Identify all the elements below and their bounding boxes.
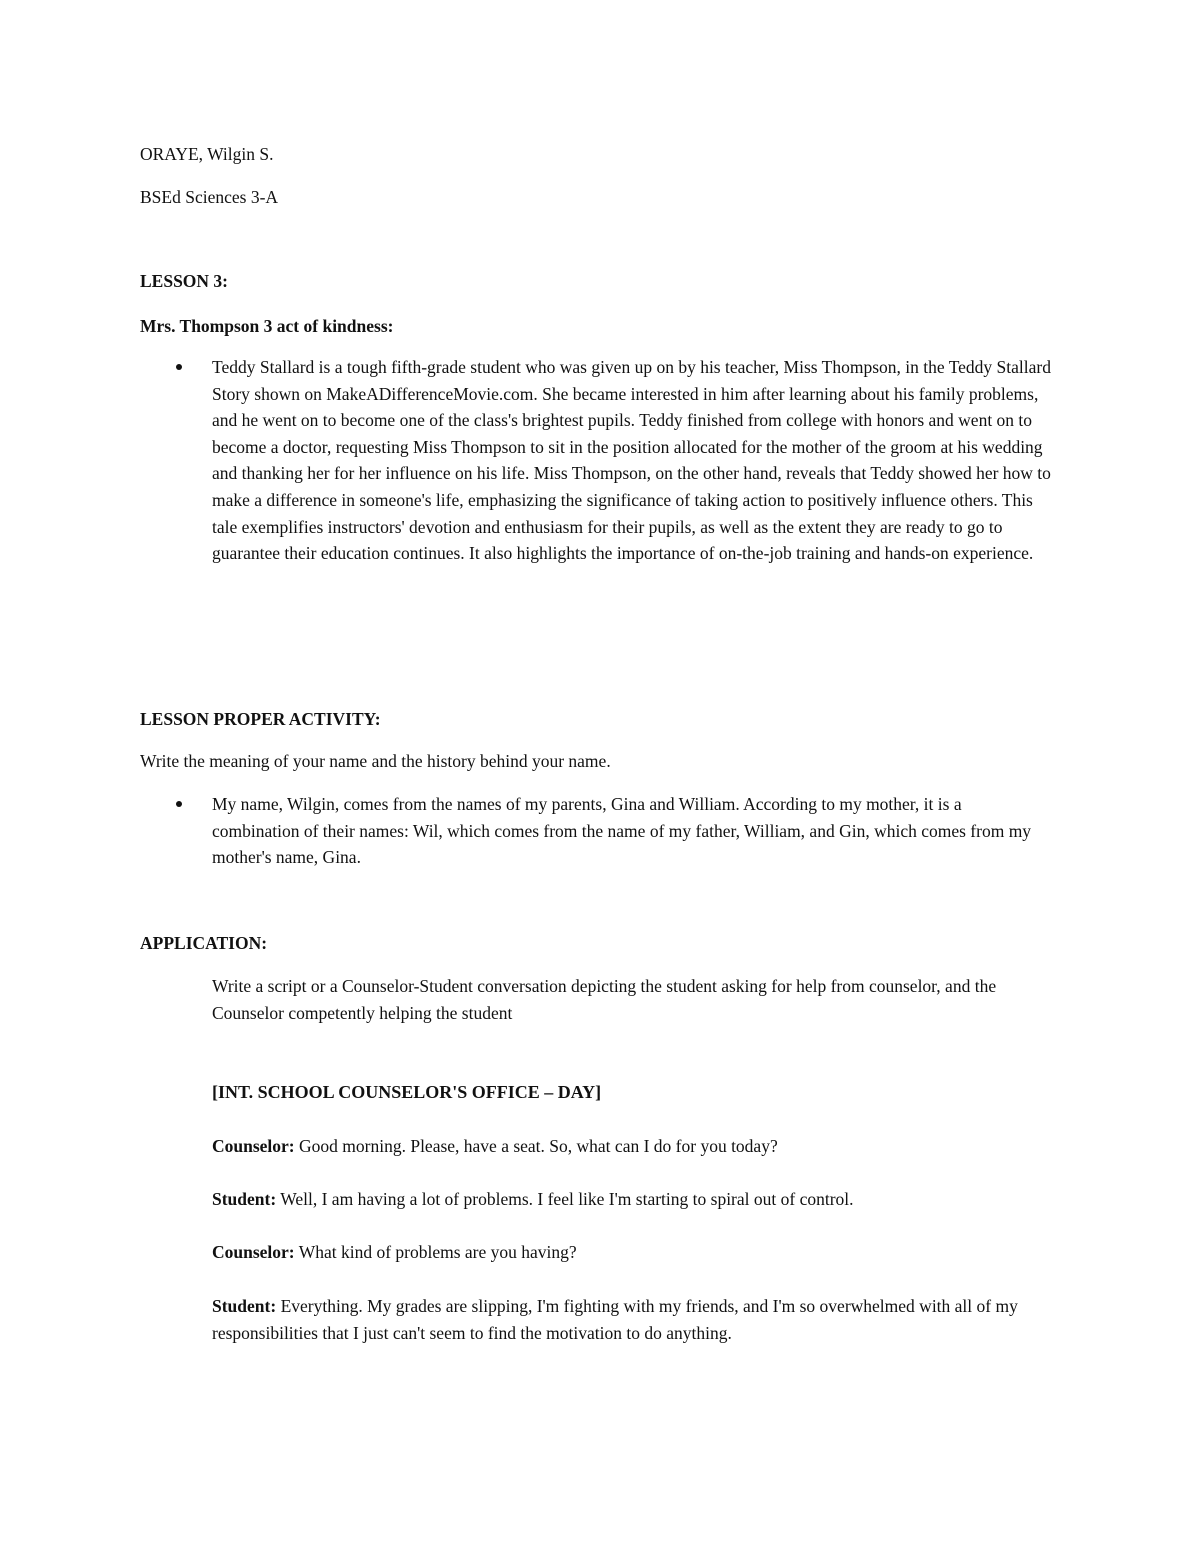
dialogue-text: Everything. My grades are slipping, I'm fighting with my friends, and I'm so overwhelmed with all of my responsibilities that I just can't seem to find the motivation to do anything. [212, 1296, 1018, 1343]
lesson-title: LESSON 3: [140, 271, 229, 291]
dialogue-line [212, 1293, 1042, 1346]
speaker-label: Counselor: [212, 1242, 295, 1262]
dialogue-line [212, 1186, 854, 1213]
lesson-subtitle: Mrs. Thompson 3 act of kindness: [140, 316, 394, 336]
lesson-proper-prompt: Write the meaning of your name and the history behind your name. [140, 751, 611, 771]
bullet-icon [176, 354, 186, 370]
speaker-label: Student: [212, 1296, 277, 1316]
application-prompt: Write a script or a Counselor-Student conversation depicting the student asking for help from counselor, and the Counselor competently helping the student [212, 976, 997, 1023]
dialogue-line [212, 1239, 577, 1266]
application-title: APPLICATION: [140, 933, 268, 953]
dialogue-text: What kind of problems are you having? [298, 1242, 577, 1262]
dialogue-text: Good morning. Please, have a seat. So, what can I do for you today? [299, 1136, 778, 1156]
bullet-icon [176, 791, 186, 807]
student-name: ORAYE, Wilgin S. [140, 144, 274, 164]
dialogue-line [212, 1133, 778, 1160]
dialogue-text: Well, I am having a lot of problems. I feel like I'm starting to spiral out of control. [280, 1189, 854, 1209]
speaker-label: Student: [212, 1189, 277, 1209]
speaker-label: Counselor: [212, 1136, 295, 1156]
lesson-proper-title: LESSON PROPER ACTIVITY: [140, 709, 381, 729]
scene-heading: [INT. SCHOOL COUNSELOR'S OFFICE – DAY] [212, 1082, 602, 1102]
lesson-bullet-text: Teddy Stallard is a tough fifth-grade student who was given up on by his teacher, Miss Thompson, in the Teddy Stallard Story shown on MakeADifferenceMovie.com. She became interested in him after learning about his family problems, and he went on to become one of the class's brightest pupils. Teddy finished from college with honors and went on to become a doctor, requesting Miss Thompson to sit in the position allocated for the mother of the groom at his wedding and thanking her for her influence on his life. Miss Thompson, on the other hand, reveals that Teddy showed her how to make a difference in someone's life, emphasizing the significance of taking action to positively influence others. This tale exemplifies instructors' devotion and enthusiasm for their pupils, as well as the extent they are ready to go to guarantee their education continues. It also highlights the importance of on-the-job training and hands-on experience. [212, 357, 1051, 564]
student-course: BSEd Sciences 3-A [140, 187, 279, 207]
lesson-proper-bullet-text: My name, Wilgin, comes from the names of my parents, Gina and William. According to my mother, it is a combination of their names: Wil, which comes from the name of my father, William, and Gin, which comes from my mother's name, Gina. [212, 794, 1032, 868]
